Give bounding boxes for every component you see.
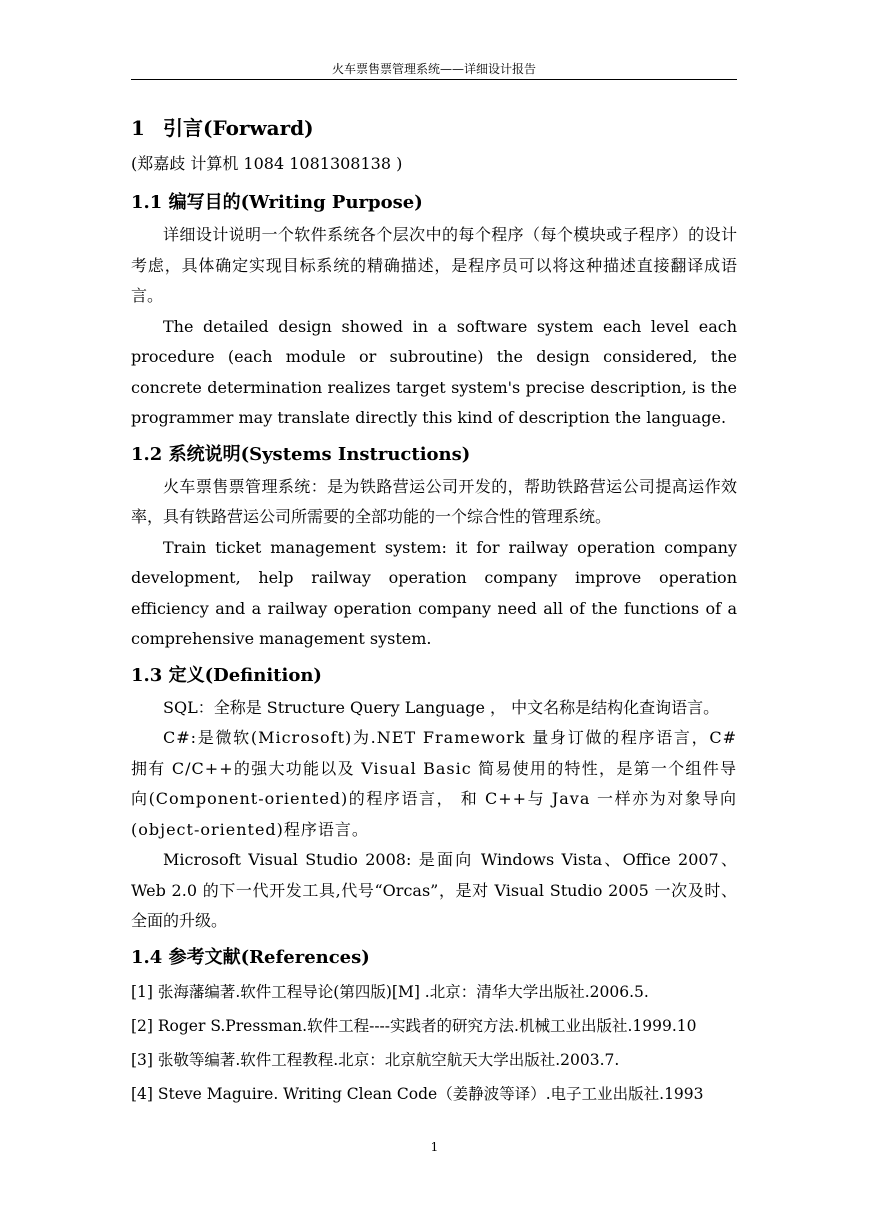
paragraph-system-cn: 火车票售票管理系统：是为铁路营运公司开发的，帮助铁路营运公司提高运作效率，具有铁路营运公司所需要的全部功能的一个综合性的管理系统。 [131,476,737,526]
document-body [131,112,737,1111]
header-rule [131,79,737,80]
page-number: 1 [430,1140,439,1154]
heading-systems-instructions: 1.2 系统说明(Systems Instructions) [131,443,471,465]
heading-definition: 1.3 定义(Definition) [131,664,322,686]
reference-list [131,975,737,1111]
reference-item: [4] Steve Maguire. Writing Clean Code（姜静波等译）.电子工业出版社.1993 [131,1084,704,1103]
paragraph-sql-definition: SQL：全称是 Structure Query Language ， 中文名称是结构化查询语言。 [163,697,720,717]
paragraph-csharp-definition: C#:是微软(Microsoft)为.NET Framework 量身订做的程序语言，C#拥有 C/C++的强大功能以及 Visual Basic 简易使用的特性，是第一个组件导向(Component-oriented)的程序语言， 和 C++与 Java 一样亦为对象导向(object-oriented)程序语言。 [131,728,737,839]
paragraph-purpose-en: The detailed design showed in a software system each level each procedure (each module or subroutine) the design considered, the concrete determination realizes target system's precise description, is the programmer may translate directly this kind of description the language. [131,316,737,427]
running-header: 火车票售票管理系统——详细设计报告 [331,62,536,76]
section-heading-1 [131,112,737,144]
paragraph-system-en: Train ticket management system: it for railway operation company development, help railway operation company improve operation efficiency and a railway operation company need all of the functions of a comprehensive management system. [131,537,737,648]
heading-writing-purpose: 1.1 编写目的(Writing Purpose) [131,192,423,213]
paragraph-purpose-cn: 详细设计说明一个软件系统各个层次中的每个程序（每个模块或子程序）的设计考虑，具体确定实现目标系统的精确描述，是程序员可以将这种描述直接翻译成语言。 [131,225,737,305]
paragraph-visual-studio-definition: Microsoft Visual Studio 2008: 是面向 Windows Vista、Office 2007、Web 2.0 的下一代开发工具,代号“Orcas”，是对 Visual Studio 2005 一次及时、全面的升级。 [131,850,737,930]
reference-item: [1] 张海藩编著.软件工程导论(第四版)[M] .北京：清华大学出版社.2006.5. [131,982,649,1001]
section-title: 引言(Forward) [163,116,314,140]
heading-references: 1.4 参考文献(References) [131,946,370,968]
section-number: 1 [131,116,145,140]
author-line: (郑嘉歧 计算机 1084 1081308138 ) [131,154,403,173]
reference-item: [2] Roger S.Pressman.软件工程----实践者的研究方法.机械工业出版社.1999.10 [131,1016,697,1035]
reference-item: [3] 张敬等编著.软件工程教程.北京：北京航空航天大学出版社.2003.7. [131,1050,620,1069]
